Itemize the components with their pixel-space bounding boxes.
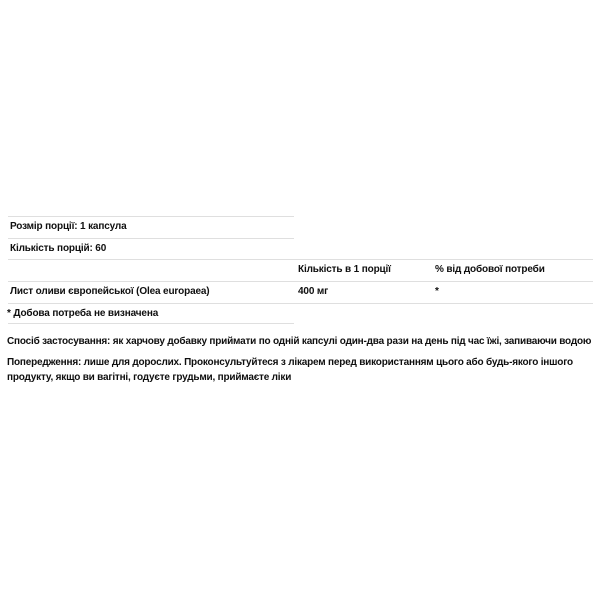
servings-per-container-row: Кількість порцій: 60 [10, 243, 107, 254]
daily-value-footnote: * Добова потреба не визначена [7, 308, 159, 319]
divider-top [8, 216, 294, 217]
directions-paragraph [7, 334, 591, 349]
divider-header [8, 281, 593, 282]
column-header-daily-value: % від добової потреби [435, 264, 545, 275]
ingredient-daily-value: * [435, 286, 439, 297]
divider-ingredient [8, 303, 593, 304]
warnings-paragraph [7, 355, 573, 385]
serving-size-row: Розмір порції: 1 капсула [10, 221, 127, 232]
ingredient-amount: 400 мг [298, 286, 329, 297]
divider-table-bottom [8, 323, 294, 324]
divider-table-top [8, 259, 593, 260]
directions-line: Спосіб застосування: як харчову добавку приймати по одній капсулі один-два рази на день під час їжі, запиваючи водою [7, 336, 592, 347]
warnings-line-2: продукту, якщо ви вагітні, годуєте грудьми, приймаєте ліки [7, 372, 292, 383]
divider-serving [8, 238, 294, 239]
warnings-line-1: Попередження: лише для дорослих. Проконсультуйтеся з лікарем перед використанням цього або будь-якого іншого [7, 357, 573, 368]
column-header-amount: Кількість в 1 порції [298, 264, 391, 275]
ingredient-name: Лист оливи європейської (Olea europaea) [10, 286, 210, 297]
